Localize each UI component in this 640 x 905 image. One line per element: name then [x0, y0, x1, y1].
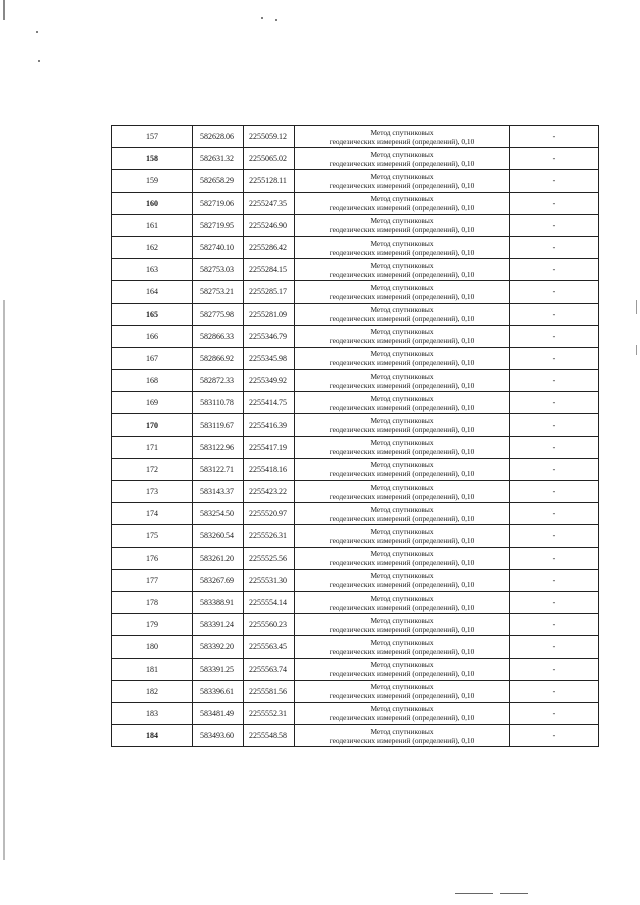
coordinate-y: 2255416.39	[244, 414, 295, 436]
coordinate-x: 582628.06	[193, 126, 244, 148]
coordinate-y: 2255285.17	[244, 281, 295, 303]
method-line-1: Метод спутниковых	[370, 349, 434, 359]
coordinate-x: 583481.49	[193, 702, 244, 724]
method-line-2: геодезических измерений (определений), 0,10	[329, 136, 475, 146]
coordinate-x: 583388.91	[193, 591, 244, 613]
table-row	[112, 370, 599, 392]
method-line-2: геодезических измерений (определений), 0,10	[329, 580, 475, 590]
method-cell	[295, 614, 510, 636]
method-line-2: геодезических измерений (определений), 0,10	[329, 491, 475, 501]
method-line-2: геодезических измерений (определений), 0,10	[329, 425, 475, 435]
method-cell	[295, 636, 510, 658]
table-row	[112, 170, 599, 192]
table-row	[112, 214, 599, 236]
coordinate-x: 582753.03	[193, 259, 244, 281]
table-row	[112, 569, 599, 591]
table-row	[112, 547, 599, 569]
scan-speck	[261, 17, 263, 19]
coordinate-x: 583392.20	[193, 636, 244, 658]
method-cell	[295, 547, 510, 569]
method-cell	[295, 414, 510, 436]
coordinate-x: 582775.98	[193, 303, 244, 325]
description-cell: -	[510, 392, 599, 414]
table-row	[112, 236, 599, 258]
method-line-2: геодезических измерений (определений), 0,10	[329, 158, 475, 168]
description-cell: -	[510, 370, 599, 392]
method-cell	[295, 347, 510, 369]
method-line-1: Метод спутниковых	[370, 549, 434, 559]
description-cell: -	[510, 281, 599, 303]
description-cell: -	[510, 702, 599, 724]
method-cell	[295, 458, 510, 480]
coordinate-y: 2255284.15	[244, 259, 295, 281]
point-number: 169	[112, 392, 193, 414]
scan-speck	[36, 31, 38, 33]
coordinate-y: 2255346.79	[244, 325, 295, 347]
method-line-2: геодезических измерений (определений), 0,10	[329, 358, 475, 368]
description-cell: -	[510, 126, 599, 148]
description-cell: -	[510, 259, 599, 281]
coordinate-x: 583110.78	[193, 392, 244, 414]
coordinate-x: 582866.92	[193, 347, 244, 369]
method-line-2: геодезических измерений (определений), 0,10	[329, 469, 475, 479]
method-cell	[295, 126, 510, 148]
method-cell	[295, 325, 510, 347]
point-number: 184	[112, 725, 193, 747]
method-cell	[295, 725, 510, 747]
coordinate-y: 2255563.45	[244, 636, 295, 658]
method-cell	[295, 392, 510, 414]
method-line-2: геодезических измерений (определений), 0,10	[329, 558, 475, 568]
method-line-1: Метод спутниковых	[370, 615, 434, 625]
point-number: 164	[112, 281, 193, 303]
method-line-1: Метод спутниковых	[370, 260, 434, 270]
scan-speck	[275, 19, 277, 21]
method-line-1: Метод спутниковых	[370, 238, 434, 248]
coordinate-y: 2255281.09	[244, 303, 295, 325]
coordinate-y: 2255246.90	[244, 214, 295, 236]
point-number: 178	[112, 591, 193, 613]
method-cell	[295, 481, 510, 503]
coordinate-y: 2255554.14	[244, 591, 295, 613]
point-number: 180	[112, 636, 193, 658]
description-cell: -	[510, 636, 599, 658]
method-line-1: Метод спутниковых	[370, 327, 434, 337]
point-number: 172	[112, 458, 193, 480]
method-cell	[295, 680, 510, 702]
table-row	[112, 591, 599, 613]
method-line-1: Метод спутниковых	[370, 416, 434, 426]
coordinate-y: 2255418.16	[244, 458, 295, 480]
coordinate-x: 582658.29	[193, 170, 244, 192]
table-row	[112, 658, 599, 680]
coordinate-y: 2255526.31	[244, 525, 295, 547]
point-number: 167	[112, 347, 193, 369]
method-cell	[295, 370, 510, 392]
method-line-2: геодезических измерений (определений), 0,10	[329, 735, 475, 745]
description-cell: -	[510, 436, 599, 458]
method-line-1: Метод спутниковых	[370, 660, 434, 670]
description-cell: -	[510, 458, 599, 480]
table-row	[112, 436, 599, 458]
method-cell	[295, 148, 510, 170]
table-row	[112, 702, 599, 724]
coordinate-x: 583396.61	[193, 680, 244, 702]
method-cell	[295, 503, 510, 525]
description-cell: -	[510, 170, 599, 192]
description-cell: -	[510, 503, 599, 525]
description-cell: -	[510, 148, 599, 170]
method-line-1: Метод спутниковых	[370, 460, 434, 470]
method-line-1: Метод спутниковых	[370, 216, 434, 226]
coordinate-x: 582753.21	[193, 281, 244, 303]
method-line-2: геодезических измерений (определений), 0,10	[329, 691, 475, 701]
table-row	[112, 636, 599, 658]
scan-edge-left	[3, 0, 5, 905]
method-line-2: геодезических измерений (определений), 0,10	[329, 402, 475, 412]
method-cell	[295, 702, 510, 724]
description-cell: -	[510, 525, 599, 547]
method-line-2: геодезических измерений (определений), 0,10	[329, 380, 475, 390]
table-row	[112, 148, 599, 170]
coordinate-y: 2255525.56	[244, 547, 295, 569]
coordinate-y: 2255552.31	[244, 702, 295, 724]
description-cell: -	[510, 347, 599, 369]
coordinate-y: 2255548.58	[244, 725, 295, 747]
table-row	[112, 481, 599, 503]
coordinate-x: 582740.10	[193, 236, 244, 258]
coordinate-x: 582631.32	[193, 148, 244, 170]
scan-speck	[38, 60, 40, 62]
point-number: 163	[112, 259, 193, 281]
table-row	[112, 725, 599, 747]
coordinate-y: 2255059.12	[244, 126, 295, 148]
method-cell	[295, 192, 510, 214]
description-cell: -	[510, 658, 599, 680]
coordinate-x: 582719.95	[193, 214, 244, 236]
table-row	[112, 325, 599, 347]
coordinate-y: 2255414.75	[244, 392, 295, 414]
table-row	[112, 281, 599, 303]
coordinate-x: 583261.20	[193, 547, 244, 569]
method-cell	[295, 214, 510, 236]
method-line-2: геодезических измерений (определений), 0,10	[329, 203, 475, 213]
description-cell: -	[510, 547, 599, 569]
method-cell	[295, 303, 510, 325]
point-number: 176	[112, 547, 193, 569]
point-number: 158	[112, 148, 193, 170]
method-line-2: геодезических измерений (определений), 0,10	[329, 447, 475, 457]
method-line-2: геодезических измерений (определений), 0,10	[329, 225, 475, 235]
method-line-1: Метод спутниковых	[370, 726, 434, 736]
point-number: 182	[112, 680, 193, 702]
coordinate-y: 2255560.23	[244, 614, 295, 636]
point-number: 157	[112, 126, 193, 148]
method-line-1: Метод спутниковых	[370, 526, 434, 536]
coordinate-x: 583493.60	[193, 725, 244, 747]
table-row	[112, 458, 599, 480]
scan-bottom-mark	[455, 893, 493, 894]
point-number: 159	[112, 170, 193, 192]
coordinate-x: 583122.96	[193, 436, 244, 458]
point-number: 171	[112, 436, 193, 458]
coordinate-y: 2255286.42	[244, 236, 295, 258]
table-row	[112, 347, 599, 369]
method-cell	[295, 170, 510, 192]
method-line-1: Метод спутниковых	[370, 127, 434, 137]
point-number: 181	[112, 658, 193, 680]
table-body	[112, 126, 599, 747]
coordinate-y: 2255563.74	[244, 658, 295, 680]
description-cell: -	[510, 725, 599, 747]
table-row	[112, 414, 599, 436]
method-line-1: Метод спутниковых	[370, 704, 434, 714]
point-number: 174	[112, 503, 193, 525]
point-number: 168	[112, 370, 193, 392]
method-cell	[295, 259, 510, 281]
method-line-2: геодезических измерений (определений), 0,10	[329, 513, 475, 523]
scan-bottom-mark	[500, 893, 528, 894]
description-cell: -	[510, 569, 599, 591]
method-line-1: Метод спутниковых	[370, 482, 434, 492]
scan-edge-mark	[636, 300, 637, 314]
method-cell	[295, 569, 510, 591]
table-row	[112, 259, 599, 281]
method-line-2: геодезических измерений (определений), 0,10	[329, 180, 475, 190]
coordinate-x: 582872.33	[193, 370, 244, 392]
description-cell: -	[510, 214, 599, 236]
method-line-1: Метод спутниковых	[370, 393, 434, 403]
method-line-2: геодезических измерений (определений), 0,10	[329, 669, 475, 679]
method-line-2: геодезических измерений (определений), 0,10	[329, 336, 475, 346]
coordinate-x: 582719.06	[193, 192, 244, 214]
method-line-1: Метод спутниковых	[370, 504, 434, 514]
method-line-2: геодезических измерений (определений), 0,10	[329, 247, 475, 257]
coordinate-x: 583119.67	[193, 414, 244, 436]
point-number: 162	[112, 236, 193, 258]
point-number: 173	[112, 481, 193, 503]
method-cell	[295, 525, 510, 547]
table-row	[112, 525, 599, 547]
description-cell: -	[510, 680, 599, 702]
description-cell: -	[510, 414, 599, 436]
coordinate-x: 583267.69	[193, 569, 244, 591]
description-cell: -	[510, 303, 599, 325]
table-row	[112, 126, 599, 148]
table-row	[112, 614, 599, 636]
point-number: 183	[112, 702, 193, 724]
method-line-2: геодезических измерений (определений), 0,10	[329, 602, 475, 612]
description-cell: -	[510, 325, 599, 347]
description-cell: -	[510, 614, 599, 636]
method-cell	[295, 658, 510, 680]
method-cell	[295, 436, 510, 458]
coordinate-x: 583122.71	[193, 458, 244, 480]
point-number: 177	[112, 569, 193, 591]
coordinate-y: 2255417.19	[244, 436, 295, 458]
coordinate-x: 583260.54	[193, 525, 244, 547]
method-line-1: Метод спутниковых	[370, 282, 434, 292]
table-row	[112, 303, 599, 325]
coordinate-y: 2255065.02	[244, 148, 295, 170]
method-cell	[295, 591, 510, 613]
description-cell: -	[510, 481, 599, 503]
coordinate-y: 2255247.35	[244, 192, 295, 214]
description-cell: -	[510, 591, 599, 613]
method-line-2: геодезических измерений (определений), 0,10	[329, 646, 475, 656]
table-row	[112, 192, 599, 214]
method-line-1: Метод спутниковых	[370, 305, 434, 315]
coordinate-y: 2255581.56	[244, 680, 295, 702]
coordinate-x: 583143.37	[193, 481, 244, 503]
method-line-1: Метод спутниковых	[370, 194, 434, 204]
point-number: 166	[112, 325, 193, 347]
coordinate-y: 2255128.11	[244, 170, 295, 192]
coordinate-y: 2255423.22	[244, 481, 295, 503]
method-cell	[295, 236, 510, 258]
coordinate-x: 583391.24	[193, 614, 244, 636]
coordinate-x: 582866.33	[193, 325, 244, 347]
method-line-1: Метод спутниковых	[370, 637, 434, 647]
point-number: 175	[112, 525, 193, 547]
description-cell: -	[510, 192, 599, 214]
method-line-1: Метод спутниковых	[370, 438, 434, 448]
coordinate-y: 2255520.97	[244, 503, 295, 525]
coordinate-y: 2255345.98	[244, 347, 295, 369]
point-number: 165	[112, 303, 193, 325]
scan-edge-mark	[636, 345, 637, 355]
method-cell	[295, 281, 510, 303]
table-row	[112, 680, 599, 702]
method-line-1: Метод спутниковых	[370, 682, 434, 692]
method-line-2: геодезических измерений (определений), 0,10	[329, 269, 475, 279]
table-row	[112, 503, 599, 525]
method-line-1: Метод спутниковых	[370, 149, 434, 159]
method-line-1: Метод спутниковых	[370, 571, 434, 581]
description-cell: -	[510, 236, 599, 258]
method-line-2: геодезических измерений (определений), 0,10	[329, 624, 475, 634]
method-line-2: геодезических измерений (определений), 0,10	[329, 713, 475, 723]
method-line-2: геодезических измерений (определений), 0,10	[329, 291, 475, 301]
method-line-2: геодезических измерений (определений), 0,10	[329, 535, 475, 545]
coordinate-y: 2255531.30	[244, 569, 295, 591]
point-number: 170	[112, 414, 193, 436]
coordinate-y: 2255349.92	[244, 370, 295, 392]
table-row	[112, 392, 599, 414]
point-number: 179	[112, 614, 193, 636]
coordinate-x: 583391.25	[193, 658, 244, 680]
point-number: 160	[112, 192, 193, 214]
method-line-1: Метод спутниковых	[370, 593, 434, 603]
coordinate-x: 583254.50	[193, 503, 244, 525]
point-number: 161	[112, 214, 193, 236]
coordinates-table	[111, 125, 599, 747]
method-line-2: геодезических измерений (определений), 0,10	[329, 314, 475, 324]
method-line-1: Метод спутниковых	[370, 371, 434, 381]
method-line-1: Метод спутниковых	[370, 171, 434, 181]
